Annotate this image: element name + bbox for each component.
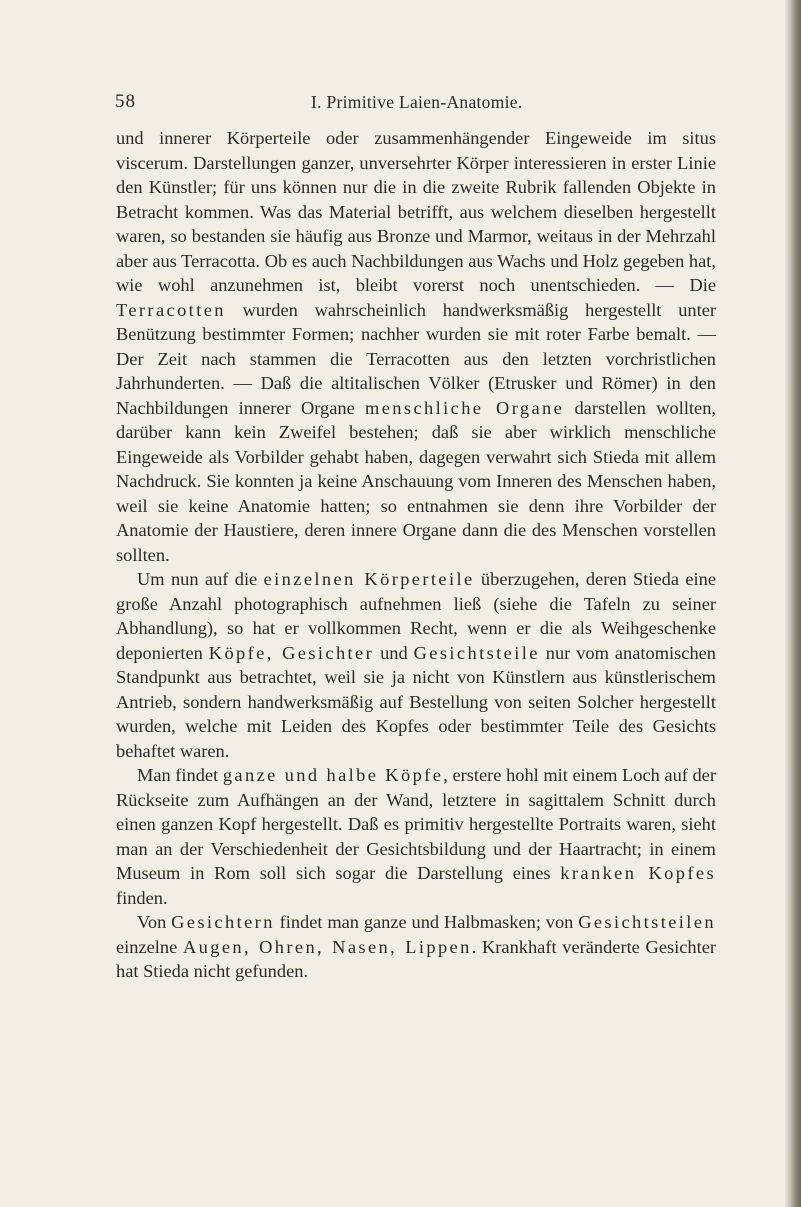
text-segment: . Krankhaft veränderte Gesichter hat Stieda nicht gefunden. [116, 936, 717, 981]
text-segment: und innerer Körperteile oder zusammenhängender Eingeweide im situs viscerum. Darstellungen ganzer, unversehrter Körper interessieren in erster Linie den Künstler; für uns können nur die in die zweite Rubrik fallenden Objekte in Betracht kommen. Was das Material betrifft, aus welchem dieselben hergestellt waren, so bestanden sie häufig aus Bronze und Marmor, weitaus in der Mehrzahl aber aus Terracotta. Ob es auch Nachbildungen aus Wachs und Holz gegeben hat, wie wohl anzunehmen ist, bleibt vorerst noch unentschieden. — Die [116, 128, 716, 295]
emphasized-text: einzelnen Körperteile [263, 569, 475, 589]
emphasized-text: Gesichtern [171, 912, 275, 932]
text-segment: finden. [116, 887, 168, 908]
text-segment: einzelne [116, 936, 183, 957]
page-edge-shadow [785, 0, 801, 1207]
paragraph [116, 910, 716, 984]
text-segment: und [374, 642, 414, 663]
text-segment: Um nun auf die [137, 569, 264, 589]
body-text [116, 126, 716, 984]
page-header [115, 91, 715, 115]
page-number: 58 [115, 91, 136, 112]
emphasized-text: kranken Kopfes [560, 863, 716, 883]
text-segment: wurden wahrscheinlich handwerksmäßig hergestellt unter Benützung bestimmter Formen; nachher wurden sie mit roter Farbe bemalt. — Der Zeit nach stammen die Terracotten aus den letzten vorchristlichen Jahrhunderten. — Daß die altitalischen Völker (Etrusker und Römer) in den Nachbildungen innerer Organe [116, 299, 716, 418]
text-segment: , erstere hohl mit einem Loch auf der Rückseite zum Aufhängen an der Wand, letztere in sagittalem Schnitt durch einen ganzen Kopf hergestellt. Daß es primitiv hergestellte Portraits waren, sieht man an der Verschiedenheit der Gesichtsbildung und der Haartracht; in einem Museum in Rom soll sich sogar die Darstellung eines [116, 765, 716, 883]
text-segment: darstellen wollten, darüber kann kein Zweifel bestehen; daß sie aber wirklich menschliche Eingeweide als Vorbilder gehabt haben, dagegen verwahrt sich Stieda mit allem Nachdruck. Sie konnten ja keine Anschauung vom Inneren des Menschen haben, weil sie keine Anatomie hatten; so entnahmen sie denn ihre Vorbilder der Anatomie der Haustiere, deren innere Organe dann die des Menschen vorstellen sollten. [116, 397, 717, 565]
running-title: I. Primitive Laien-Anatomie. [311, 92, 523, 112]
emphasized-text: Terracotten [116, 299, 226, 320]
emphasized-text: ganze und halbe Köpfe [222, 765, 444, 785]
emphasized-text: Gesichtsteilen [578, 912, 716, 932]
text-segment: Von [137, 912, 172, 932]
paragraph [116, 126, 716, 567]
text-segment: nur vom anatomischen Standpunkt aus betrachtet, weil sie ja nicht von Künstlern aus künstlerischem Antrieb, sondern handwerksmäßig auf Bestellung von seiten Solcher hergestellt wurden, welche mit Leiden des Kopfes oder bestimmter Teile des Gesichts behaftet waren. [116, 642, 716, 761]
text-segment: überzugehen, deren Stieda eine große Anzahl photographisch aufnehmen ließ (siehe die Tafeln zu seiner Abhandlung), so hat er vollkommen Recht, wenn er die als Weihgeschenke deponierten [116, 569, 717, 663]
text-segment: Man findet [137, 765, 223, 785]
emphasized-text: Köpfe, Gesichter [208, 642, 375, 663]
emphasized-text: menschliche Organe [365, 397, 565, 418]
paragraph [116, 567, 716, 763]
emphasized-text: Gesichtsteile [413, 642, 540, 663]
text-segment: findet man ganze und Halbmasken; von [274, 912, 579, 932]
emphasized-text: Augen, Ohren, Nasen, Lippen [182, 936, 472, 957]
paragraph [116, 763, 716, 910]
